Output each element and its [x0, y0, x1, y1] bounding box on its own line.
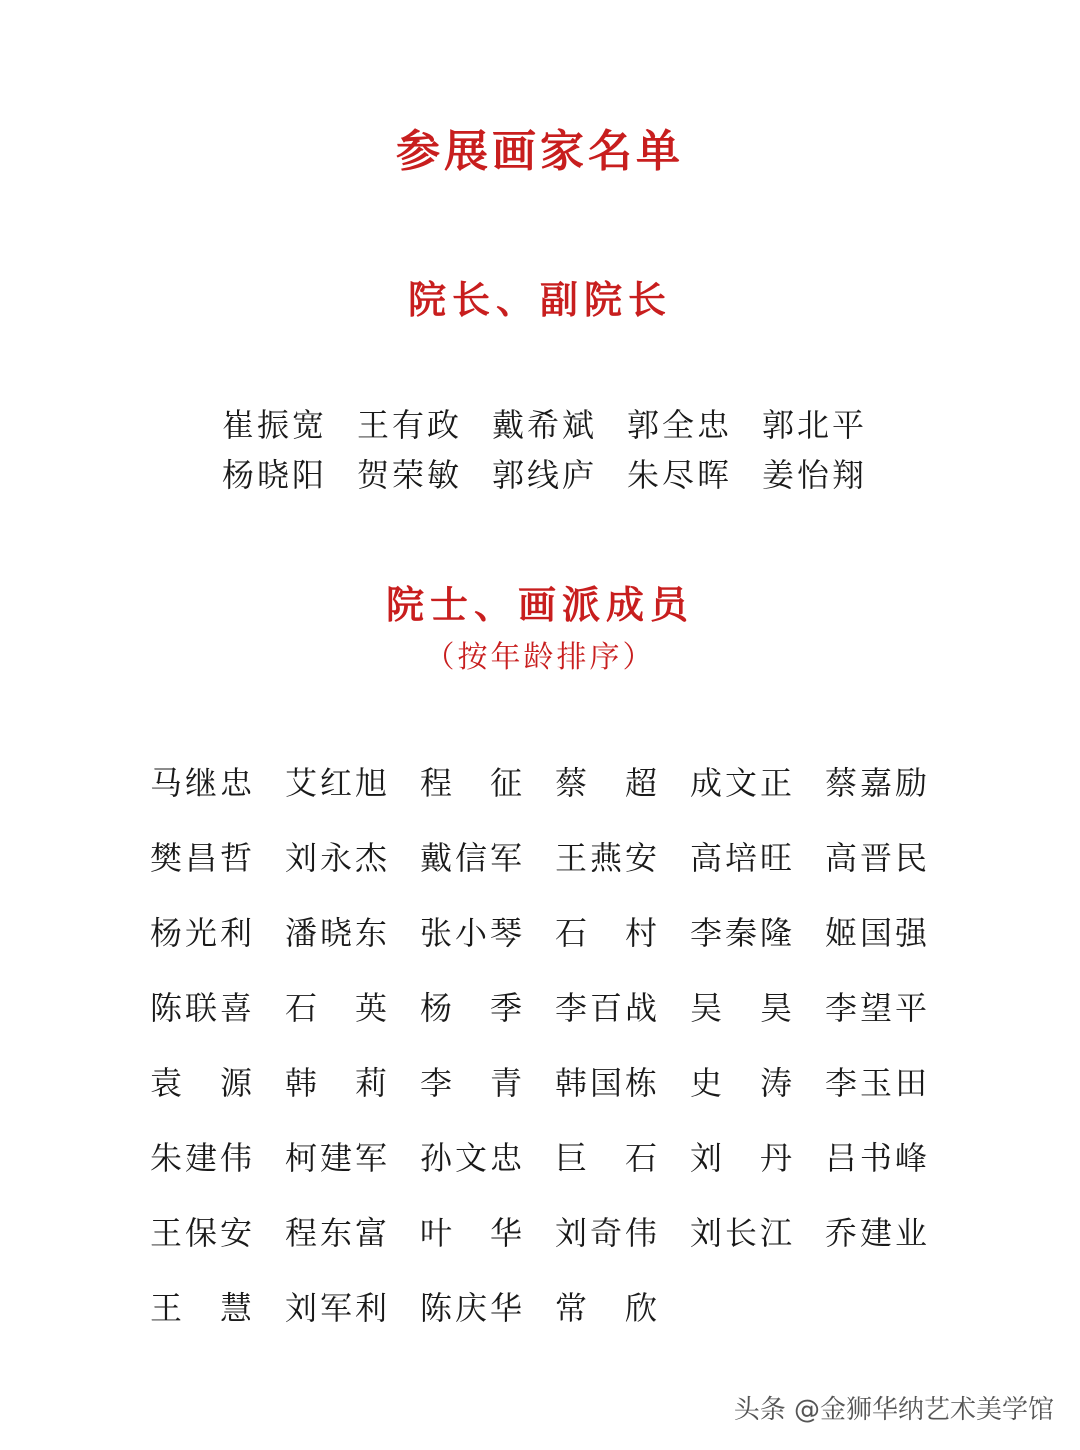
member-name: 高培旺: [690, 838, 796, 877]
section-subtitle-members: （按年龄排序）: [424, 640, 656, 675]
member-name: 陈庆华: [420, 1288, 526, 1327]
watermark: 头条 @金狮华纳艺术美学馆: [733, 1395, 1054, 1425]
member-name: 韩国栋: [555, 1063, 661, 1102]
member-name: 马继忠: [150, 763, 256, 802]
member-row: [150, 895, 970, 970]
member-row: [150, 1270, 970, 1345]
leader-name: 王有政: [357, 406, 463, 444]
member-name: 孙文忠: [420, 1138, 526, 1177]
member-name: 杨 季: [420, 988, 526, 1027]
leader-name: 贺荣敏: [357, 456, 463, 494]
member-name: 叶 华: [420, 1213, 526, 1252]
member-name: 王 慧: [150, 1288, 256, 1327]
member-name: 刘军利: [285, 1288, 391, 1327]
member-name: 石 村: [555, 913, 661, 952]
member-name: 高晋民: [825, 838, 931, 877]
member-name: 艾红旭: [285, 763, 391, 802]
member-name: 吕书峰: [825, 1138, 931, 1177]
member-name: 李 青: [420, 1063, 526, 1102]
member-name: 常 欣: [555, 1288, 661, 1327]
member-list: [150, 745, 970, 1345]
member-name: 樊昌哲: [150, 838, 256, 877]
member-name: 刘永杰: [285, 838, 391, 877]
page-title: 参展画家名单: [396, 126, 684, 177]
section-title-leadership: 院长、副院长: [407, 278, 672, 322]
member-name: 乔建业: [825, 1213, 931, 1252]
member-name: 史 涛: [690, 1063, 796, 1102]
member-name: 戴信军: [420, 838, 526, 877]
member-name: 王保安: [150, 1213, 256, 1252]
member-row: [150, 970, 970, 1045]
member-name: 李百战: [555, 988, 661, 1027]
member-row: [150, 1045, 970, 1120]
member-name: 韩 莉: [285, 1063, 391, 1102]
member-name: 吴 昊: [690, 988, 796, 1027]
member-name: 蔡 超: [555, 763, 661, 802]
member-name: 成文正: [690, 763, 796, 802]
leader-name: 戴希斌: [492, 406, 598, 444]
member-name: 刘长江: [690, 1213, 796, 1252]
member-name: 李望平: [825, 988, 931, 1027]
leader-name: 郭全忠: [627, 406, 733, 444]
member-name: 柯建军: [285, 1138, 391, 1177]
member-name: 程东富: [285, 1213, 391, 1252]
member-name: 刘 丹: [690, 1138, 796, 1177]
member-row: [150, 1195, 970, 1270]
member-name: 蔡嘉励: [825, 763, 931, 802]
leader-name: 郭线庐: [492, 456, 598, 494]
member-row: [150, 1120, 970, 1195]
member-name: 朱建伟: [150, 1138, 256, 1177]
member-name: 潘晓东: [285, 913, 391, 952]
member-name: 李玉田: [825, 1063, 931, 1102]
member-row: [150, 745, 970, 820]
member-name: 巨 石: [555, 1138, 661, 1177]
member-name: 姬国强: [825, 913, 931, 952]
member-name: 石 英: [285, 988, 391, 1027]
member-name: 程 征: [420, 763, 526, 802]
leader-name: 朱尽晖: [627, 456, 733, 494]
leader-row: [222, 400, 902, 450]
member-name: 刘奇伟: [555, 1213, 661, 1252]
section-title-members: 院士、画派成员: [385, 583, 694, 627]
leader-name: 姜怡翔: [762, 456, 868, 494]
member-name: 张小琴: [420, 913, 526, 952]
member-name: 陈联喜: [150, 988, 256, 1027]
leader-name: 杨晓阳: [222, 456, 328, 494]
leadership-list: [222, 400, 902, 500]
leader-name: 崔振宽: [222, 406, 328, 444]
member-name: 李秦隆: [690, 913, 796, 952]
member-name: 袁 源: [150, 1063, 256, 1102]
member-name: 杨光利: [150, 913, 256, 952]
member-name: 王燕安: [555, 838, 661, 877]
leader-name: 郭北平: [762, 406, 868, 444]
leader-row: [222, 450, 902, 500]
member-row: [150, 820, 970, 895]
